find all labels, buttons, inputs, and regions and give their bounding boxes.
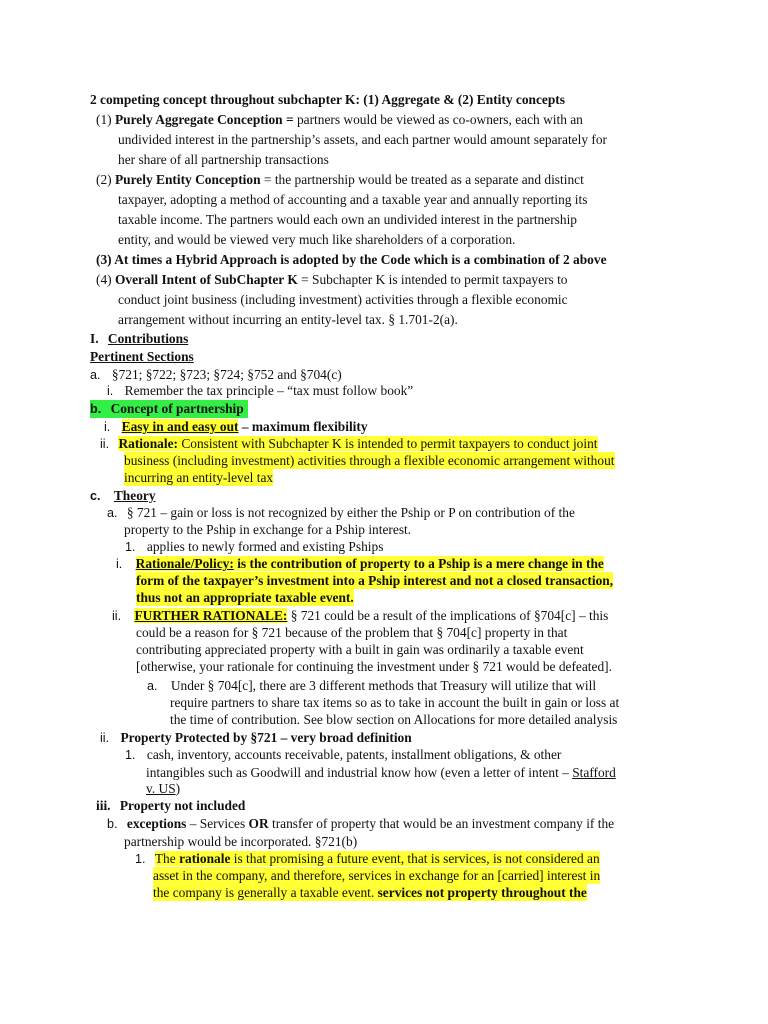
- list-title: Concept of partnership: [110, 401, 244, 416]
- list-title: Property Protected by §721 – very broad definition: [120, 730, 412, 745]
- highlight-term: FURTHER RATIONALE:: [134, 608, 288, 623]
- item-text-line: taxable income. The partners would each own an undivided interest in the partnership: [118, 212, 577, 227]
- list-text: applies to newly formed and existing Pships: [146, 539, 384, 554]
- section-marker: I.: [90, 331, 99, 346]
- intro-heading: 2 competing concept throughout subchapter K: (1) Aggregate & (2) Entity concepts: [90, 92, 565, 107]
- highlight-text-line: form of the taxpayer’s investment into a Pship interest and not a closed transaction,: [136, 573, 614, 588]
- highlight-term: services not property throughout the: [377, 885, 587, 900]
- highlight-term: rationale: [179, 851, 231, 866]
- list-marker: a.: [147, 679, 158, 693]
- list-text-line: property to the Pship in exchange for a Pship interest.: [124, 522, 412, 537]
- list-text: transfer of property that would be an investment company if the: [271, 816, 615, 831]
- item-text: At times a Hybrid Approach is adopted by the Code which is a combination of 2 above: [114, 252, 607, 267]
- list-text-line: partnership would be incorporated. §721(b): [124, 834, 358, 849]
- intro-item-2: [96, 171, 584, 188]
- list-text: §721; §722; §723; §724; §752 and §704(c): [111, 367, 342, 382]
- item-text-line: arrangement without incurring an entity-level tax. § 1.701-2(a).: [118, 312, 458, 327]
- highlight-term: Rationale:: [118, 436, 178, 451]
- case-citation: Stafford: [572, 765, 616, 780]
- list-text-line: contributing appreciated property with a built in gain was ordinarily a taxable event: [136, 642, 584, 657]
- list-text-line: the time of contribution. See blow section on Allocations for more detailed analysis: [170, 712, 618, 727]
- highlight-text: Consistent with Subchapter K is intended to permit taxpayers to conduct joint: [181, 436, 598, 451]
- property-protected-item: [100, 729, 412, 747]
- intro-item-3: [96, 251, 607, 268]
- list-marker: i.: [104, 420, 111, 434]
- property-protected-1: [125, 746, 561, 764]
- list-text: Under § 704[c], there are 3 different methods that Treasury will utilize that will: [170, 678, 597, 693]
- list-text: § 721 could be a result of the implications of §704[c] – this: [290, 608, 609, 623]
- list-marker: b.: [90, 402, 102, 416]
- list-marker: 1.: [125, 540, 136, 554]
- list-text-line: [146, 764, 616, 781]
- list-marker: c.: [90, 489, 101, 503]
- item-text: = Subchapter K is intended to permit taxpayers to: [301, 272, 568, 287]
- list-marker: ii.: [112, 609, 122, 623]
- theory-item-a: [107, 504, 575, 522]
- list-marker: i.: [107, 384, 114, 398]
- highlight-term: Easy in and easy out: [121, 419, 239, 434]
- theory-item-ii: [112, 607, 608, 625]
- theory-item-i: [116, 555, 604, 573]
- item-marker: (2): [96, 172, 112, 187]
- item-term: Purely Entity Conception: [114, 172, 261, 187]
- theory-item-a-1: [125, 538, 383, 556]
- list-marker: b.: [107, 817, 118, 831]
- list-item-b-ii: [100, 435, 598, 453]
- item-text-line: conduct joint business (including investment) activities through a flexible economic: [118, 292, 568, 307]
- list-marker: a.: [107, 506, 118, 520]
- list-text-line: require partners to share tax items so as to take in account the built in gain or loss at: [170, 695, 620, 710]
- list-title: Property not included: [119, 798, 246, 813]
- highlight-text: is that promising a future event, that is services, is not considered an: [233, 851, 600, 866]
- list-marker: 1.: [135, 852, 146, 866]
- intro-item-1: [96, 111, 583, 128]
- list-title: Theory: [113, 488, 156, 503]
- highlight-text-line: incurring an entity-level tax: [124, 470, 274, 485]
- list-text: – maximum flexibility: [241, 419, 368, 434]
- highlight-text: the company is generally a taxable event.: [153, 885, 375, 900]
- highlight-text-line: business (including investment) activities through a flexible economic arrangement without: [124, 453, 615, 468]
- list-text: ): [175, 781, 181, 796]
- item-marker: (3): [96, 252, 112, 267]
- list-term: exceptions: [126, 816, 187, 831]
- highlight-term: Rationale/Policy:: [135, 556, 234, 571]
- list-item-b-i: [104, 418, 368, 436]
- highlight-text-line: asset in the company, and therefore, services in exchange for an [carried] interest in: [153, 868, 601, 883]
- list-text: Remember the tax principle – “tax must follow book”: [124, 383, 414, 398]
- item-text-line: undivided interest in the partnership’s assets, and each partner would amount separately for: [118, 132, 607, 147]
- item-marker: (1): [96, 112, 112, 127]
- case-citation: v. US: [146, 781, 176, 796]
- highlight-text: The: [154, 851, 176, 866]
- list-text-line: could be a reason for § 721 because of the problem that § 704[c] property in that: [136, 625, 568, 640]
- section-heading: [90, 330, 188, 347]
- theory-item-ii-a: [147, 677, 596, 695]
- list-marker: i.: [116, 557, 123, 571]
- list-marker: a.: [90, 368, 101, 382]
- highlight-text-line: thus not an appropriate taxable event.: [136, 590, 354, 605]
- list-text-line: [otherwise, your rationale for continuing the investment under § 721 would be defeated].: [136, 659, 612, 674]
- item-text-line: entity, and would be viewed very much like shareholders of a corporation.: [118, 232, 516, 247]
- exceptions-item: [107, 815, 614, 833]
- list-text: § 721 – gain or loss is not recognized by either the Pship or P on contribution of the: [126, 505, 575, 520]
- list-marker: 1.: [125, 748, 136, 762]
- item-term: Overall Intent of SubChapter K: [114, 272, 298, 287]
- list-emphasis: OR: [248, 816, 269, 831]
- intro-item-4: [96, 271, 568, 288]
- list-text: cash, inventory, accounts receivable, patents, installment obligations, & other: [146, 747, 562, 762]
- item-text-line: her share of all partnership transactions: [118, 152, 329, 167]
- property-not-included-item: [96, 797, 245, 814]
- list-marker: ii.: [100, 437, 110, 451]
- pertinent-sections-heading: Pertinent Sections: [90, 349, 194, 364]
- list-item-b: [90, 400, 248, 418]
- list-text: – Services: [189, 816, 246, 831]
- item-marker: (4): [96, 272, 112, 287]
- highlight-text: is the contribution of property to a Pship is a mere change in the: [237, 556, 604, 571]
- list-marker: ii.: [100, 731, 110, 745]
- item-text: = the partnership would be treated as a separate and distinct: [263, 172, 584, 187]
- item-text: partners would be viewed as co-owners, each with an: [296, 112, 583, 127]
- list-text: intangibles such as Goodwill and industrial know how (even a letter of intent –: [146, 765, 569, 780]
- item-term: Purely Aggregate Conception =: [114, 112, 294, 127]
- rationale-item: [135, 850, 600, 868]
- highlight-text-line: [153, 884, 587, 901]
- list-text-line: [146, 780, 180, 797]
- list-marker: iii.: [96, 798, 111, 813]
- section-title: Contributions: [107, 331, 189, 346]
- list-item-c: [90, 487, 156, 505]
- list-item-a-i: [107, 382, 413, 400]
- item-text-line: taxpayer, adopting a method of accounting and a taxable year and annually reporting its: [118, 192, 588, 207]
